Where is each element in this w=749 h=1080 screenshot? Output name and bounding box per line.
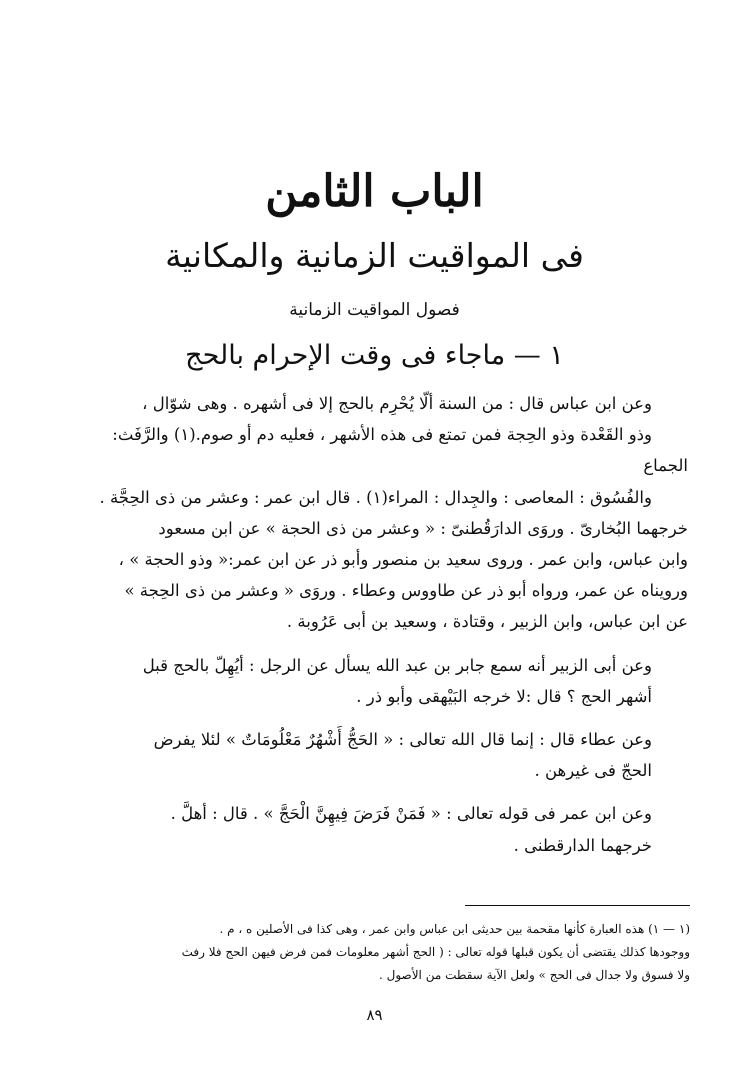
footnotes	[60, 918, 690, 987]
section-heading: ١ — ماجاء فى وقت الإحرام بالحج	[185, 340, 564, 371]
section-label: فصول المواقيت الزمانية	[289, 300, 460, 320]
footnote-line: ولا فسوق ولا جدال فى الحج » ولعل الآية سقطت من الأصول .	[378, 968, 690, 982]
text-line: الحجّ فى غيرهن .	[534, 761, 652, 781]
text-line: خرجهما الدارقطنى .	[513, 835, 652, 855]
text-line: وابن عباس، وابن عمر . وروى سعيد بن منصور وأبو ذر عن ابن عمر:« وذو الحجة » ،	[118, 550, 688, 570]
text-line: خرجهما البُخارىّ . وروَى الدارَقُطنىّ : « وعشر من ذى الحجة » عن ابن مسعود	[158, 518, 688, 538]
paragraph-1	[68, 388, 688, 513]
paragraph-2	[68, 513, 688, 638]
text-line: أشهر الحج ؟ قال :لا خرجه البَيْهقى وأبو ذر .	[356, 686, 652, 706]
text-line: وعن ابن عباس قال : من السنة ألّا يُحْرِم بالحج إلا فى أشهره . وهى شوّال ،	[142, 394, 652, 413]
chapter-title: الباب الثامن	[265, 166, 484, 217]
paragraph-3	[68, 650, 688, 712]
footnote-divider	[465, 905, 690, 906]
text-line: وعن عطاء قال : إنما قال الله تعالى : « الحَجُّ أَشْهُرٌ مَعْلُومَاتٌ » لئلا يفرض	[153, 730, 652, 750]
text-line: عن ابن عباس، وابن الزبير ، وقتادة ، وسعيد بن أبى عَرُوبة .	[286, 612, 688, 632]
text-line: والفُسُوق : المعاصى : والجِدال : المراء(١) . قال ابن عمر : وعشر من ذى الحِجَّة .	[99, 487, 652, 507]
paragraph-4	[68, 724, 688, 786]
text-line: وعن أبى الزبير أنه سمع جابر بن عبد الله يسأل عن الرجل : أيُهِلّ بالحج قبل	[142, 655, 652, 675]
page-number: ٨٩	[366, 1006, 383, 1024]
text-line: وذو القَعْدة وذو الحِجة فمن تمتع فى هذه الأشهر ، فعليه دم أو صوم.(١) والرَّفَث: الجماع	[112, 425, 688, 476]
body-text	[68, 388, 688, 861]
footnote-line: ووجودها كذلك يقتضى أن يكون قبلها قوله تعالى : ( الحج أشهر معلومات فمن فرض فيهن الحج فلا رفث	[181, 945, 690, 959]
footnote-line: (١ — ١) هذه العبارة كأنها مقحمة بين حديثى ابن عباس وابن عمر ، وهى كذا فى الأصلين ه ، م .	[219, 922, 690, 936]
text-line: ورويناه عن عمر، ورواه أبو ذر عن طاووس وعطاء . وروَى « وعشر من ذى الحِجة »	[124, 581, 688, 601]
paragraph-5	[68, 798, 688, 860]
text-line: وعن ابن عمر فى قوله تعالى : « فَمَنْ فَرَضَ فِيهِنَّ الْحَجَّ » . قال : أهلَّ .	[170, 804, 652, 824]
chapter-subtitle: فى المواقيت الزمانية والمكانية	[165, 236, 584, 275]
